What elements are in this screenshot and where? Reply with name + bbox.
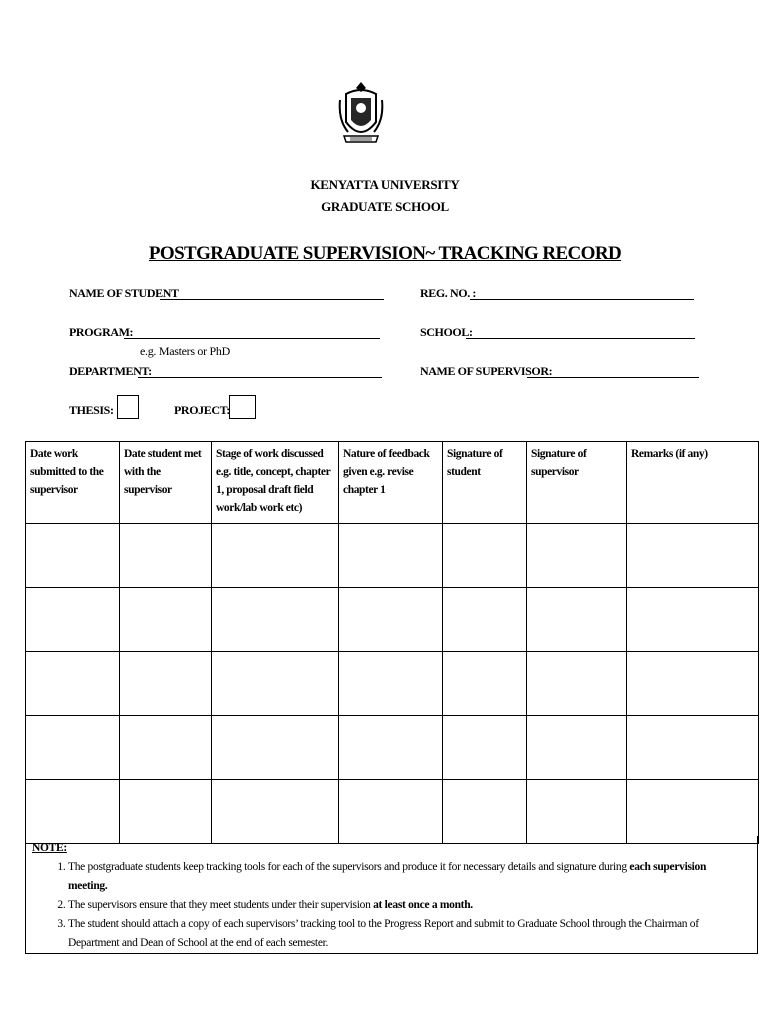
note-item [68, 858, 748, 896]
program-hint: e.g. Masters or PhD [140, 344, 230, 358]
table-cell[interactable] [120, 716, 212, 780]
col-date-met: Date student met with the supervisor [120, 442, 212, 524]
project-label: PROJECT: [174, 403, 230, 417]
university-crest-logo [336, 80, 386, 150]
table-cell[interactable] [627, 524, 759, 588]
notes-title: NOTE: [32, 842, 67, 854]
table-cell[interactable] [339, 652, 443, 716]
table-cell[interactable] [26, 652, 120, 716]
student-name-label: NAME OF STUDENT [69, 286, 179, 300]
project-checkbox[interactable] [229, 395, 256, 419]
reg-no-field[interactable] [470, 299, 694, 300]
reg-no-label: REG. NO. : [420, 286, 477, 300]
col-stage-discussed: Stage of work discussed e.g. title, concept, chapter 1, proposal draft field work/lab work etc) [212, 442, 339, 524]
document-title: POSTGRADUATE SUPERVISION~ TRACKING RECORD [148, 243, 622, 264]
school-name: GRADUATE SCHOOL [321, 199, 449, 214]
table-cell[interactable] [212, 716, 339, 780]
table-cell[interactable] [339, 780, 443, 844]
table-cell[interactable] [26, 588, 120, 652]
thesis-label: THESIS: [69, 403, 114, 417]
table-cell[interactable] [627, 716, 759, 780]
note-emphasis: at least once a month. [373, 899, 473, 911]
department-label: DEPARTMENT: [69, 364, 152, 378]
table-cell[interactable] [212, 652, 339, 716]
table-row [26, 780, 759, 844]
table-cell[interactable] [527, 652, 627, 716]
table-cell[interactable] [443, 652, 527, 716]
note-text: The postgraduate students keep tracking tools for each of the supervisors and produce it for necessary details and signature during [68, 861, 630, 873]
table-row [26, 588, 759, 652]
table-cell[interactable] [527, 524, 627, 588]
table-row [26, 524, 759, 588]
notes-section [25, 836, 758, 954]
col-student-signature: Signature of student [443, 442, 527, 524]
table-cell[interactable] [120, 780, 212, 844]
supervisor-name-field[interactable] [527, 377, 699, 378]
col-feedback: Nature of feedback given e.g. revise chapter 1 [339, 442, 443, 524]
note-text: The supervisors ensure that they meet students under their supervision [68, 899, 374, 911]
table-cell[interactable] [212, 780, 339, 844]
table-cell[interactable] [443, 588, 527, 652]
note-emphasis: each supervision meeting. [68, 861, 707, 892]
table-cell[interactable] [527, 780, 627, 844]
table-cell[interactable] [120, 652, 212, 716]
table-cell[interactable] [120, 524, 212, 588]
tracking-table [25, 441, 759, 844]
table-cell[interactable] [627, 588, 759, 652]
table-cell[interactable] [212, 524, 339, 588]
school-field[interactable] [466, 338, 695, 339]
col-remarks: Remarks (if any) [627, 442, 759, 524]
table-row [26, 652, 759, 716]
program-field[interactable] [124, 338, 380, 339]
thesis-checkbox[interactable] [117, 395, 139, 419]
table-cell[interactable] [527, 716, 627, 780]
table-cell[interactable] [339, 524, 443, 588]
note-text: The student should attach a copy of each supervisors’ tracking tool to the Progress Report and submit to Graduate School through the Chairman of Department and Dean of School at the end of each semester. [68, 918, 699, 949]
table-cell[interactable] [443, 780, 527, 844]
university-name: KENYATTA UNIVERSITY [310, 177, 460, 192]
table-cell[interactable] [26, 524, 120, 588]
table-cell[interactable] [212, 588, 339, 652]
table-row [26, 716, 759, 780]
table-cell[interactable] [627, 780, 759, 844]
note-item [68, 896, 748, 915]
note-item [68, 915, 748, 953]
table-cell[interactable] [627, 652, 759, 716]
table-cell[interactable] [339, 588, 443, 652]
col-date-submitted: Date work submitted to the supervisor [26, 442, 120, 524]
student-name-field[interactable] [160, 299, 384, 300]
table-cell[interactable] [527, 588, 627, 652]
notes-list [48, 858, 748, 953]
table-cell[interactable] [443, 716, 527, 780]
table-cell[interactable] [26, 780, 120, 844]
table-cell[interactable] [443, 524, 527, 588]
table-cell[interactable] [339, 716, 443, 780]
table-cell[interactable] [26, 716, 120, 780]
school-label: SCHOOL: [420, 325, 473, 339]
table-header-row [26, 442, 759, 524]
supervisor-name-label: NAME OF SUPERVISOR: [420, 364, 553, 378]
department-field[interactable] [138, 377, 382, 378]
col-supervisor-signature: Signature of supervisor [527, 442, 627, 524]
table-cell[interactable] [120, 588, 212, 652]
program-label: PROGRAM: [69, 325, 134, 339]
